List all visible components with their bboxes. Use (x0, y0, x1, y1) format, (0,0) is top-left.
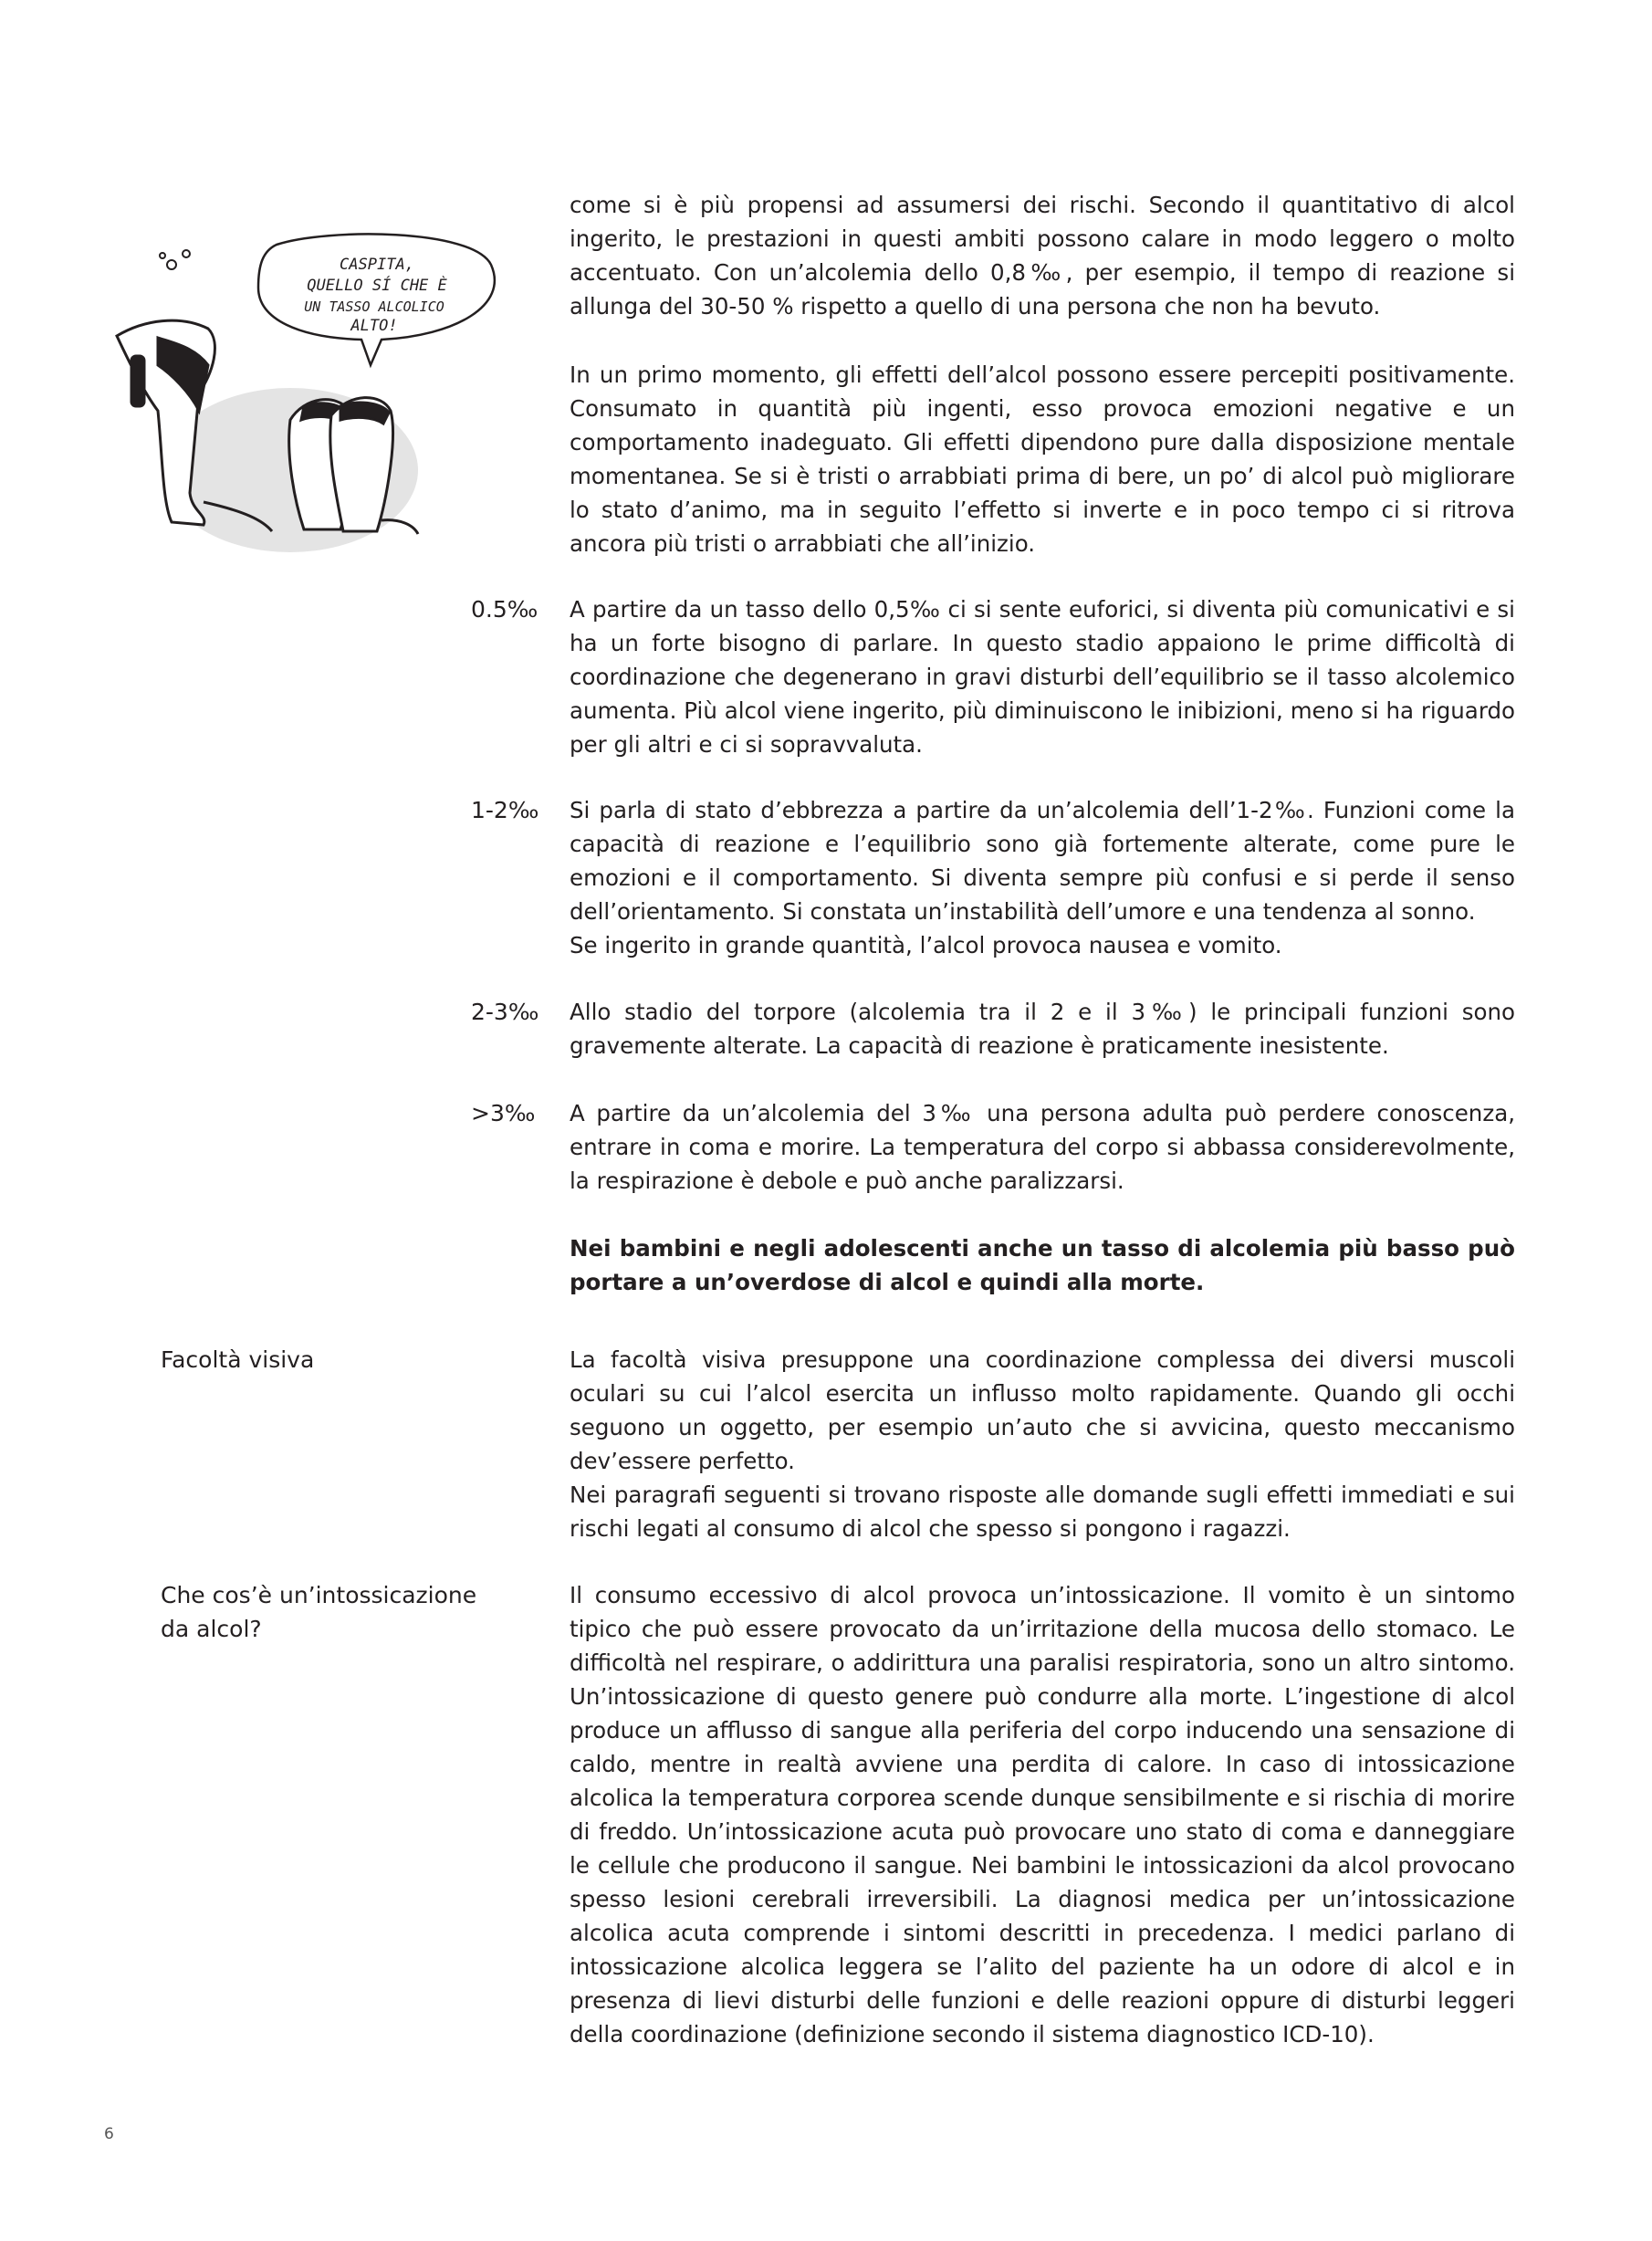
page-number: 6 (104, 2125, 114, 2143)
level-text-0-5: A partire da un tasso dello 0,5‰ ci si sente euforici, si diventa più comunicativi e si ha un forte bisogno di parlare. In questo stadio appaiono le prime difficoltà di coordinazione che degenerano in gravi disturbi dell’equilibrio se il tasso alcolemico aumenta. Più alcol viene ingerito, più diminuiscono le inibizioni, meno si ha riguardo per gli altri e ci si sopravvaluta. (570, 596, 1515, 758)
intro-paragraph-2 (570, 358, 1515, 560)
level-paragraph-2-3 (570, 995, 1515, 1063)
intossicazione-paragraph (570, 1578, 1515, 2051)
warning-paragraph (570, 1231, 1515, 1299)
level-text-1-2: Si parla di stato d’ebbrezza a partire da un’alcolemia dell’1-2‰. Funzioni come la capacità di reazione e l’equilibrio sono già fortemente alterate, come pure le emozioni e il comportamento. Si diventa sempre più confusi e si perde il senso dell’orientamento. Si constata un’instabilità dell’umore e una tendenza al sonno. (570, 797, 1515, 925)
level-marker-over-3: >3‰ (471, 1100, 536, 1126)
cartoon-illustration (108, 228, 528, 560)
cartoon-drawing (108, 228, 528, 557)
intossicazione-text: Il consumo eccessivo di alcol provoca un’intossicazione. Il vomito è un sintomo tipico che può essere provocato da un’irritazione della mucosa dello stomaco. Le difficoltà nel respirare, o addirittura una paralisi respiratoria, sono un altro sintomo. Un’intossicazione di questo genere può condurre alla morte. L’ingestione di alcol produce un afflusso di sangue alla periferia del corpo inducendo una sensazione di caldo, mentre in realtà avviene una perdita di calore. In caso di intossicazione alcolica la temperatura corporea scende dunque sensibilmente e si rischia di morire di freddo. Un’intossicazione acuta può provocare uno stato di coma e danneggiare le cellule che producono il sangue. Nei bambini le intossicazioni da alcol provocano spesso lesioni cerebrali irreversibili. La diagnosi medica per un’intossicazione alcolica acuta comprende i sintomi descritti in precedenza. I medici parlano di intossicazione alcolica leggera se l’alito del paziente ha un odore di alcol e in presenza di lievi disturbi delle funzioni e delle reazioni oppure di disturbi leggeri della coordinazione (definizione secondo il sistema diagnostico ICD-10). (570, 1582, 1515, 2047)
level-paragraph-1-2 (570, 793, 1515, 962)
intro-text-1: come si è più propensi ad assumersi dei rischi. Secondo il quantitativo di alcol ingerito, le prestazioni in questi ambiti possono calare in modo leggero o molto accentuato. Con un’alcolemia dello 0,8‰, per esempio, il tempo di reazione si allunga del 30-50 % rispetto a quello di una persona che non ha bevuto. (570, 192, 1515, 319)
level-marker-0-5: 0.5‰ (471, 596, 538, 623)
bubble-line-3: UN TASSO ALCOLICO (304, 298, 444, 315)
intro-text-2: In un primo momento, gli effetti dell’alcol possono essere percepiti positivamente. Consumato in quantità più ingenti, esso provoca emozioni negative e un comportamento inadeguato. Gli effetti dipendono pure dalla disposizione mentale momentanea. Se si è tristi o arrabbiati prima di bere, un po’ di alcol può migliorare lo stato d’animo, ma in seguito l’effetto si inverte e in poco tempo ci si ritrova ancora più tristi o arrabbiati che all’inizio. (570, 361, 1515, 557)
level-paragraph-0-5 (570, 592, 1515, 761)
level-text-over-3: A partire da un’alcolemia del 3‰ una persona adulta può perdere conoscenza, entrare in coma e morire. La temperatura del corpo si abbassa considerevolmente, la respirazione è debole e può anche paralizzarsi. (570, 1100, 1515, 1194)
facolta-visiva-paragraph-1 (570, 1343, 1515, 1478)
level-marker-1-2: 1-2‰ (471, 797, 539, 823)
warning-text: Nei bambini e negli adolescenti anche un tasso di alcolemia più basso può portare a un’overdose di alcol e quindi alla morte. (570, 1235, 1515, 1295)
facolta-visiva-text-1: La facoltà visiva presuppone una coordinazione complessa dei diversi muscoli oculari su cui l’alcol esercita un influsso molto rapidamente. Quando gli occhi seguono un oggetto, per esempio un’auto che si avvicina, questo meccanismo dev’essere perfetto. (570, 1346, 1515, 1474)
level-text-2-3: Allo stadio del torpore (alcolemia tra il 2 e il 3‰) le principali funzioni sono gravemente alterate. La capacità di reazione è praticamente inesistente. (570, 999, 1515, 1059)
intro-paragraph-1 (570, 188, 1515, 323)
level-paragraph-over-3 (570, 1096, 1515, 1198)
section-heading-intossicazione: Che cos’è un’intossicazione da alcol? (161, 1582, 477, 1642)
bubble-line-2: QUELLO SÍ CHE È (307, 277, 447, 295)
section-heading-facolta-visiva: Facoltà visiva (161, 1346, 315, 1373)
facolta-visiva-text-2: Nei paragrafi seguenti si trovano risposte alle domande sugli effetti immediati e sui rischi legati al consumo di alcol che spesso si pongono i ragazzi. (570, 1482, 1515, 1542)
facolta-visiva-paragraph-2 (570, 1478, 1515, 1545)
level-text-1-2-second: Se ingerito in grande quantità, l’alcol provoca nausea e vomito. (570, 932, 1282, 958)
bubble-line-1: CASPITA, (340, 256, 414, 274)
bubble-line-4: ALTO! (350, 317, 398, 335)
level-marker-2-3: 2-3‰ (471, 999, 539, 1025)
